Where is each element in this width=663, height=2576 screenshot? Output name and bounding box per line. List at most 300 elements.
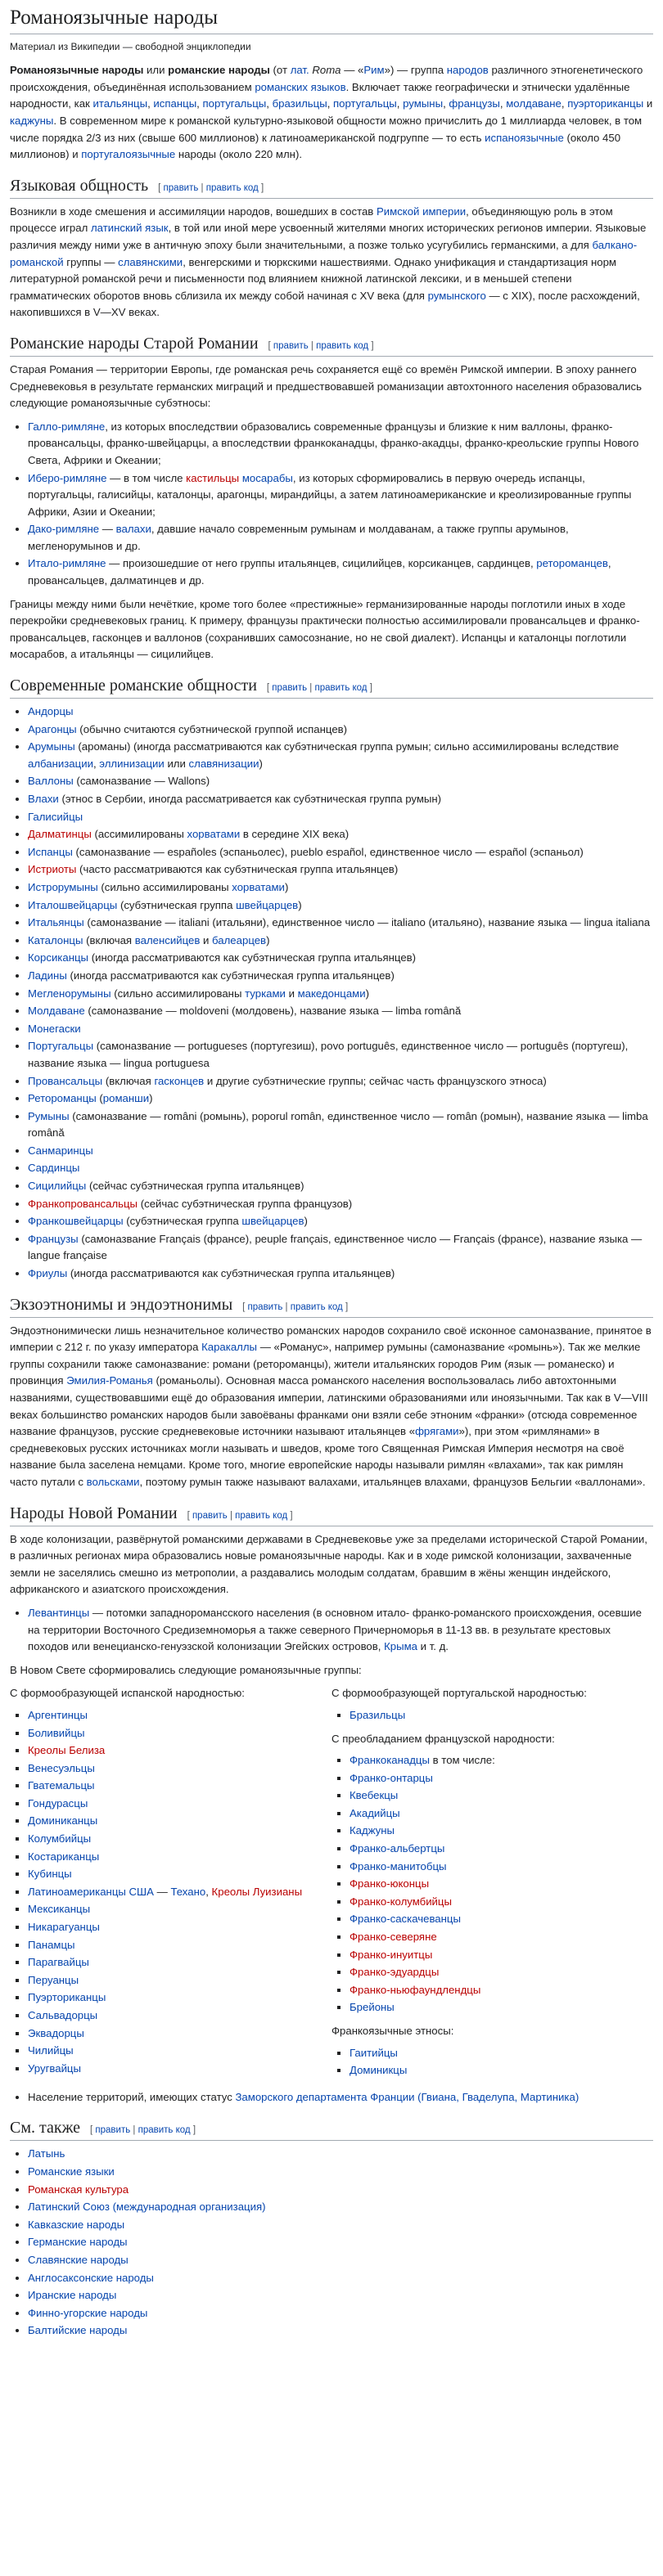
wiki-link[interactable]: Крыма	[384, 1640, 418, 1653]
wiki-link[interactable]: испанцы	[153, 97, 197, 110]
edit-code-link[interactable]: править код	[316, 340, 369, 351]
list-item	[28, 950, 653, 967]
wiki-link[interactable]: эллинизации	[99, 757, 165, 770]
wiki-link[interactable]: Фриулы	[28, 1267, 68, 1280]
text-run: (включая	[83, 933, 135, 946]
wiki-link[interactable]: Франкоканадцы	[350, 1754, 430, 1767]
list-item	[350, 2062, 653, 2079]
wiki-link[interactable]: Итало-римляне	[28, 557, 106, 570]
wiki-link[interactable]: Левантинцы	[28, 1606, 90, 1619]
redlink[interactable]: Франко-инуитцы	[350, 1948, 433, 1961]
wiki-link[interactable]: Арагонцы	[28, 722, 77, 735]
wiki-link[interactable]: Испанцы	[28, 845, 73, 858]
wiki-link[interactable]: Мексиканцы	[28, 1903, 91, 1916]
wiki-link[interactable]: Арумыны	[28, 740, 75, 753]
edit-code-link[interactable]: править код	[205, 182, 259, 193]
wiki-link[interactable]: Колумбийцы	[28, 1832, 92, 1845]
new-world-columns	[10, 1685, 653, 2085]
wiki-link[interactable]: славянизации	[188, 757, 259, 770]
wiki-link[interactable]: швейцарцев	[241, 1215, 304, 1228]
text-run: — с XIX), после расхождений, накопившихся в V—XV веках.	[10, 289, 640, 319]
wiki-link[interactable]: Гватемальцы	[28, 1779, 95, 1792]
wiki-link[interactable]: Ретороманцы	[28, 1092, 97, 1105]
wiki-link[interactable]: Каракаллы	[201, 1341, 258, 1354]
wiki-link[interactable]: Аргентинцы	[28, 1708, 88, 1721]
edit-code-link[interactable]: править код	[290, 1301, 343, 1312]
edit-link[interactable]: править	[95, 2125, 131, 2136]
paragraph	[10, 362, 653, 412]
wiki-link[interactable]: Венесуэльцы	[28, 1761, 95, 1774]
text-run: Население территорий, имеющих статус	[28, 2090, 236, 2103]
list-item	[350, 1752, 653, 1769]
list-item	[28, 844, 653, 861]
wiki-link[interactable]: Иранские народы	[28, 2289, 117, 2302]
text-run: (сильно ассимилированы	[110, 987, 246, 1000]
bullet-list	[332, 1707, 653, 1724]
wiki-link[interactable]: Монегаски	[28, 1022, 81, 1035]
list-item	[28, 1725, 332, 1742]
wiki-link[interactable]: гасконцев	[154, 1074, 205, 1087]
wiki-link[interactable]: Чилийцы	[28, 2044, 74, 2057]
text-run: (самоназвание — españoles (эспаньолес), pueblo español, единственное число — español (эспаньол)	[72, 845, 584, 858]
wiki-link[interactable]: Валлоны	[28, 775, 74, 788]
wiki-link[interactable]: Дако-римляне	[28, 523, 100, 536]
wiki-link[interactable]: Квебекцы	[350, 1789, 399, 1802]
wiki-link[interactable]: славянскими	[118, 255, 183, 268]
wiki-link[interactable]: хорватами	[187, 828, 241, 841]
wiki-link[interactable]: Каталонцы	[28, 933, 83, 946]
list-item	[28, 2217, 653, 2234]
wiki-link[interactable]: романши	[102, 1092, 150, 1105]
wiki-link[interactable]: Андорцы	[28, 705, 74, 718]
redlink[interactable]: Истриоты	[28, 863, 77, 876]
list-item	[350, 1982, 653, 1999]
wiki-link[interactable]: Франкошвейцарцы	[28, 1215, 124, 1228]
edit-code-link[interactable]: править код	[138, 2125, 191, 2136]
list-item	[28, 2146, 653, 2163]
list-item	[28, 2182, 653, 2199]
text-run: (ассимилированы	[91, 828, 187, 841]
text-run: (субэтническая группа	[123, 1215, 242, 1228]
wiki-link[interactable]: Эквадорцы	[28, 2026, 84, 2039]
edit-section-links: [ править | править код ]	[242, 1301, 349, 1312]
text-run: )	[259, 757, 263, 770]
edit-code-link[interactable]: править код	[235, 1510, 288, 1521]
wiki-link[interactable]: румынского	[427, 289, 486, 302]
list-item	[28, 2234, 653, 2251]
list-item	[28, 1707, 332, 1724]
text-run: )	[149, 1092, 153, 1105]
wiki-link[interactable]: албанизации	[28, 757, 93, 770]
list-item	[28, 968, 653, 985]
wiki-link[interactable]: Доминиканцы	[28, 1814, 98, 1827]
wiki-link[interactable]: романских языков	[255, 80, 346, 93]
list-item	[28, 555, 653, 589]
list-item	[28, 1972, 332, 1989]
text-run: Эндоэтнонимически лишь незначительное количество романских народов сохранило своё исконное самоназвание, принятое в империи с 212 г. по указу императора	[10, 1324, 652, 1354]
wiki-link[interactable]: валенсийцев	[134, 933, 201, 946]
redlink[interactable]: Франкопровансальцы	[28, 1197, 138, 1210]
list-item	[28, 1937, 332, 1954]
list-item	[28, 1178, 653, 1195]
list-item	[28, 1266, 653, 1283]
text-run: и	[200, 933, 213, 946]
wiki-link[interactable]: Галисийцы	[28, 810, 83, 823]
text-run: (самоназвание Français (франсе), peuple français, единственное число — Français (франсе), название языка — langue française	[28, 1232, 643, 1262]
wiki-link[interactable]: валахи	[115, 523, 151, 536]
list-item	[350, 1947, 653, 1964]
edit-section-links: [ править | править код ]	[268, 340, 374, 351]
paragraph	[10, 596, 653, 663]
wiki-link[interactable]: Каджуны	[350, 1824, 395, 1837]
list-item	[28, 470, 653, 521]
list-item	[28, 2270, 653, 2287]
text-run: различного этногенетического происхождения, объединённая использованием	[10, 64, 643, 93]
sections-container	[10, 175, 653, 2340]
text-run: или	[143, 64, 169, 77]
edit-link[interactable]: править	[273, 340, 309, 351]
wiki-link[interactable]: Перуанцы	[28, 1973, 79, 1986]
edit-code-link[interactable]: править код	[314, 683, 368, 694]
text-run: и другие субэтнические группы; сейчас часть французского этноса)	[204, 1074, 547, 1087]
wiki-link[interactable]: французы	[449, 97, 500, 110]
list-item	[28, 1196, 653, 1213]
list-item	[28, 933, 653, 950]
paragraph	[10, 1662, 653, 1679]
list-item	[28, 2199, 653, 2216]
text-run: (иногда рассматриваются как субэтническая группа итальянцев)	[88, 951, 417, 964]
list-item	[28, 704, 653, 721]
text-run: , провансальцев, далматинцев и др.	[28, 557, 611, 587]
list-item	[28, 1742, 332, 1760]
wiki-link[interactable]: Гондурасцы	[28, 1796, 88, 1809]
list-item	[28, 2061, 332, 2078]
list-item	[350, 2045, 653, 2062]
wiki-link[interactable]: португальцы	[202, 97, 267, 110]
wiki-link[interactable]: Санмаринцы	[28, 1144, 93, 1157]
list-item	[28, 419, 653, 470]
wiki-link[interactable]: Парагвайцы	[28, 1956, 89, 1969]
wiki-link[interactable]: Панамцы	[28, 1938, 75, 1951]
list-item	[28, 1866, 332, 1883]
text-run: , венгерскими и тюркскими нашествиями. Однако унификация и стандартизация норм литературной романской речи и письменности под влиянием книжной латинской лексики, и в меньшей степени грамматических оборотов вновь сблизила их между собой начиная с XV века (для	[10, 255, 616, 302]
wiki-link[interactable]: Пуэрториканцы	[28, 1991, 106, 2004]
text-run: (от	[269, 64, 291, 77]
text-run: (субэтническая группа	[117, 898, 237, 911]
wiki-link[interactable]: Заморского департамента Франции (Гвиана, Гваделупа, Мартиника)	[235, 2090, 580, 2103]
wiki-link[interactable]: каджуны	[10, 115, 54, 127]
list-item	[350, 1999, 653, 2016]
list-item	[28, 1108, 653, 1142]
list-item	[28, 1919, 332, 1936]
list-item	[28, 2025, 332, 2043]
text-run: (сейчас субэтническая группа итальянцев)	[86, 1180, 304, 1193]
section-title: Современные романские общности	[10, 677, 257, 695]
text-run: )	[284, 880, 289, 893]
wiki-link[interactable]: лат.	[290, 64, 309, 77]
wiki-link[interactable]: Боливийцы	[28, 1726, 85, 1739]
text-run: народы (около 220 млн).	[175, 148, 302, 161]
wiki-link[interactable]: Германские народы	[28, 2236, 128, 2249]
text-run: и	[285, 987, 298, 1000]
wiki-link[interactable]: Франко-онтарцы	[350, 1771, 433, 1784]
wiki-link[interactable]: португалоязычные	[81, 148, 176, 161]
wiki-link[interactable]: турками	[245, 987, 286, 1000]
section-heading	[10, 1503, 653, 1526]
text-run: —	[153, 1885, 171, 1898]
text-run: (ароманы) (иногда рассматриваются как субэтническая группа румын; сильно ассимилированы вследствие	[74, 740, 620, 753]
text-run: )	[266, 933, 270, 946]
wiki-link[interactable]: Техано	[170, 1885, 206, 1898]
wiki-link[interactable]: испаноязычные	[485, 131, 564, 144]
column-heading: С преобладанием французской народности:	[332, 1732, 555, 1745]
wiki-link[interactable]: швейцарцев	[236, 898, 299, 911]
wiki-link[interactable]: Доминикцы	[350, 2064, 408, 2077]
wiki-link[interactable]: ретороманцев	[536, 557, 608, 570]
list-item	[350, 1929, 653, 1946]
bullet-list	[332, 1752, 653, 2016]
wiki-link[interactable]: Ладины	[28, 969, 67, 982]
column-heading: С формообразующей португальской народностью:	[332, 1687, 587, 1700]
text-run: или	[164, 757, 189, 770]
list-item	[28, 861, 653, 879]
wiki-link[interactable]: Костариканцы	[28, 1850, 100, 1863]
bold-term: Романоязычные народы	[10, 64, 144, 77]
list-item	[28, 1901, 332, 1918]
edit-link[interactable]: править	[163, 182, 199, 193]
wiki-link[interactable]: хорватами	[232, 880, 285, 893]
wiki-link[interactable]: Кубинцы	[28, 1868, 72, 1881]
list-item	[28, 2252, 653, 2269]
wiki-link[interactable]: Гаитийцы	[350, 2046, 398, 2059]
wiki-link[interactable]: мосарабы	[241, 471, 293, 484]
list-item	[28, 1213, 653, 1230]
wiki-link[interactable]: Бразильцы	[350, 1708, 406, 1721]
text-run: (сильно ассимилированы	[97, 880, 232, 893]
wiki-link[interactable]: народов	[446, 64, 489, 77]
wiki-link[interactable]: Истрорумыны	[28, 880, 98, 893]
redlink[interactable]: Франко-эдуардцы	[350, 1966, 440, 1979]
section-heading	[10, 675, 653, 699]
text-run: (сейчас субэтническая группа французов)	[138, 1197, 353, 1210]
page-title: Романоязычные народы	[10, 5, 653, 34]
text-run: (самоназвание — Wallons)	[73, 775, 210, 788]
bullet-list	[10, 1605, 653, 1656]
text-run: ») — группа	[384, 64, 447, 77]
wiki-link[interactable]: македонцами	[297, 987, 366, 1000]
list-item	[28, 1954, 332, 1971]
text-run: , давшие начало современным румынам и молдаванам, а также группы арумынов, мегленорумынов и др.	[28, 523, 569, 552]
redlink[interactable]: Креолы Луизианы	[211, 1885, 303, 1898]
wiki-link[interactable]: Латынь	[28, 2147, 65, 2160]
wiki-link[interactable]: Сардинцы	[28, 1162, 80, 1175]
text-run: , в той или иной мере усвоенный жителями многих исторических регионов империи. Языковые различия между ними уже в античную эпоху были значительными, а позже только усугубились германскими, а для	[10, 222, 647, 251]
list-item	[28, 809, 653, 826]
wiki-link[interactable]: Провансальцы	[28, 1074, 103, 1087]
wiki-link[interactable]: Латиноамериканцы США	[28, 1885, 154, 1898]
redlink[interactable]: Франко-колумбийцы	[350, 1895, 452, 1908]
wiki-link[interactable]: Румыны	[28, 1109, 70, 1122]
wiki-link[interactable]: Никарагуанцы	[28, 1921, 100, 1934]
section-title: Романские народы Старой Романии	[10, 334, 259, 353]
redlink[interactable]: Романская культура	[28, 2183, 129, 2196]
redlink[interactable]: Креолы Белиза	[28, 1744, 106, 1757]
wiki-link[interactable]: Франко-альбертцы	[350, 1842, 445, 1855]
list-item	[28, 1231, 653, 1265]
text-run: »), при этом «римлянами» в средневековых русских источниках могли называть и шведов, кроме того Священная Римская Империя несмотря на своё название была заселена немцами. Кроме того, многие европейские народы называли римлян «влахами», так как римлян часто путали с	[10, 1425, 625, 1488]
section-heading	[10, 2117, 653, 2141]
wiki-link[interactable]: Акадийцы	[350, 1806, 400, 1819]
wiki-link[interactable]: бразильцы	[272, 97, 327, 110]
text-run: (романьолы). Основная масса романского населения воспользовалась либо автохтонными названиями, существовавшими ещё до образования империи, латинскими образованиями или иноязычными. Так как в V—VIII веках большинство романских народов были завоёваны франками они взяли себе этноним «франки» (отсюда современное название французов, русские средневековые источники называют итальянцев «	[10, 1374, 648, 1438]
column-heading: С формообразующей испанской народностью:	[10, 1687, 245, 1700]
wiki-link[interactable]: Португальцы	[28, 1040, 94, 1053]
list-item	[350, 1911, 653, 1928]
text-run: )	[304, 1215, 308, 1228]
wiki-link[interactable]: Франко-манитобцы	[350, 1859, 447, 1872]
edit-section-links: [ править | править код ]	[266, 683, 372, 694]
text-run: — в том числе	[106, 471, 187, 484]
wiki-link[interactable]: Иберо-римляне	[28, 471, 107, 484]
italic-term: Roma	[312, 64, 341, 77]
list-item	[28, 521, 653, 555]
redlink[interactable]: Франко-северяне	[350, 1931, 437, 1944]
wiki-link[interactable]: Влахи	[28, 793, 59, 805]
list-item	[28, 1884, 332, 1901]
wiki-link[interactable]: Сицилийцы	[28, 1180, 87, 1193]
list-item	[28, 1090, 653, 1108]
bullet-list	[332, 2045, 653, 2079]
list-item	[28, 2089, 653, 2106]
text-run: )	[298, 898, 302, 911]
list-item	[28, 2287, 653, 2304]
text-run: (самоназвание — români (ромынь), poporul român, единственное число — român (ромын), название языка — limba română	[28, 1109, 648, 1140]
wiki-link[interactable]: Англосаксонские народы	[28, 2271, 154, 2284]
wiki-link[interactable]: Романские языки	[28, 2165, 115, 2178]
wiki-link[interactable]: Финно-угорские народы	[28, 2306, 148, 2319]
wiki-link[interactable]: Рим	[363, 64, 385, 77]
wiki-link[interactable]: португальцы	[333, 97, 397, 110]
column-heading: Франкоязычные этносы:	[332, 2025, 454, 2037]
wiki-link[interactable]: вольсками	[86, 1475, 140, 1488]
list-item	[28, 986, 653, 1003]
list-item	[350, 1859, 653, 1876]
list-item	[28, 2305, 653, 2322]
list-item	[28, 1021, 653, 1038]
section-heading	[10, 333, 653, 357]
text-run: (обычно считаются субэтнической группой испанцев)	[76, 722, 348, 735]
wiki-link[interactable]: Мегленорумыны	[28, 987, 111, 1000]
redlink[interactable]: Франко-ньюфаундлендцы	[350, 1983, 481, 1996]
wiki-link[interactable]: Эмилия-Романья	[66, 1374, 153, 1387]
list-item	[350, 1770, 653, 1787]
wiki-link[interactable]: балкано-романской	[10, 238, 638, 268]
edit-section-links: [ править | править код ]	[158, 182, 264, 193]
text-run: . В современном мире к романской культурно-языковой общности можно причислить до 1 миллиарда человек, в том числе порядка 2/3 из них (свыше 600 миллионов) к латиноамериканской подгруппе — то есть	[10, 115, 643, 144]
list-item	[350, 1787, 653, 1805]
wiki-link[interactable]: Итальянцы	[28, 916, 84, 929]
wiki-link[interactable]: Кавказские народы	[28, 2218, 125, 2231]
text-run: (часто рассматриваются как субэтническая группа итальянцев)	[76, 863, 399, 876]
section-heading	[10, 175, 653, 199]
bullet-list	[10, 1707, 332, 2077]
edit-link[interactable]: править	[272, 683, 308, 694]
wiki-link[interactable]: Галло-римляне	[28, 420, 106, 433]
text-run: — произошедшие от него группы итальянцев, сицилийцев, корсиканцев, сардинцев,	[106, 557, 537, 570]
wiki-link[interactable]: фрягами	[415, 1425, 459, 1438]
bullet-list	[10, 419, 653, 590]
wiki-link[interactable]: итальянцы	[92, 97, 148, 110]
list-item	[28, 1831, 332, 1848]
list-item	[28, 1849, 332, 1866]
wiki-link[interactable]: Сальвадорцы	[28, 2009, 98, 2021]
text-run: (самоназвание — italiani (итальяни), единственное число — italiano (итальяно), название языка — lingua italiana	[83, 916, 651, 929]
wiki-link[interactable]: Балтийские народы	[28, 2324, 128, 2337]
list-item	[350, 1964, 653, 1981]
wiki-link[interactable]: Брейоны	[350, 2001, 395, 2014]
wiki-link[interactable]: латинский язык	[90, 222, 169, 235]
wiki-link[interactable]: Французы	[28, 1232, 79, 1245]
wiki-link[interactable]: Латинский Союз (международная организация)	[28, 2201, 266, 2214]
list-item	[28, 1073, 653, 1090]
text-run: )	[365, 987, 370, 1000]
section-title: Народы Новой Романии	[10, 1504, 178, 1522]
list-item	[28, 773, 653, 790]
text-run: . Включает также географически и этнически удалённые народности, как	[10, 80, 630, 110]
bold-term: романские народы	[168, 64, 270, 77]
bullet-list	[10, 2089, 653, 2106]
text-run: , из которых впоследствии образовались современные французы и близкие к ним валлоны, франко-провансальцы, франко-швейцарцы, а впоследствии франкоканадцы, франко-акадцы, франко-креольские группы Нового Света, Африки и Океании;	[28, 420, 639, 466]
edit-link[interactable]: править	[192, 1510, 228, 1521]
wiki-link[interactable]: румыны	[403, 97, 444, 110]
wiki-link[interactable]: Корсиканцы	[28, 951, 89, 964]
list-item	[28, 2164, 653, 2181]
list-item	[28, 1796, 332, 1813]
text-run: (самоназвание — moldoveni (молдовень), название языка — limba română	[84, 1005, 462, 1018]
redlink[interactable]: Далматинцы	[28, 828, 92, 841]
text-run: ,	[561, 97, 568, 110]
wiki-link[interactable]: балеарцев	[212, 933, 267, 946]
list-item	[28, 1605, 653, 1656]
wiki-link[interactable]: Римской империи	[376, 205, 467, 218]
wiki-link[interactable]: Франко-саскачеванцы	[350, 1913, 461, 1926]
section-title: Языковая общность	[10, 176, 149, 195]
paragraph	[10, 1531, 653, 1598]
text-run: ,	[499, 97, 507, 110]
wiki-link[interactable]: Славянские народы	[28, 2253, 129, 2266]
wiki-link[interactable]: Уругвайцы	[28, 2061, 81, 2075]
list-item	[28, 722, 653, 739]
list-item	[350, 1707, 653, 1724]
list-item	[28, 2007, 332, 2025]
list-item	[350, 1805, 653, 1823]
section-title: См. также	[10, 2119, 81, 2138]
text-run: — «Романус», например румыны (самоназвание «ромынь»). Так же мелкие группы сохранили также самоназвание: романи (ретороманцы), жители итальянских городов Рим (язык — романеско) и провинция	[10, 1341, 641, 1387]
redlink[interactable]: кастильцы	[186, 471, 240, 484]
wiki-link[interactable]: пуэрториканцы	[567, 97, 644, 110]
text-run: Возникли в ходе смешения и ассимиляции народов, вошедших в состав	[10, 205, 377, 218]
redlink[interactable]: Франко-юконцы	[350, 1877, 430, 1890]
edit-link[interactable]: править	[247, 1301, 283, 1312]
wiki-link[interactable]: Молдаване	[28, 1005, 85, 1018]
text-run: (включая	[102, 1074, 155, 1087]
text-run: Границы между ними были нечёткие, кроме того более «престижные» германизированные народы поглотили иных в ходе перекройки средневековых границ. К примеру, французы практически полностью ассимилировали провансальцев и франко-провансальцев, гасконцев и валлонов (сохранивших самосознание, но не свой диалект). Испанцы и каталонцы поглотили мосарабов, а итальянцы — сицилийцев.	[10, 597, 640, 661]
text-run: ,	[396, 97, 404, 110]
text-run: ,	[266, 97, 273, 110]
wiki-link[interactable]: молдаване	[506, 97, 562, 110]
text-run: ,	[147, 97, 154, 110]
wiki-link[interactable]: Италошвейцарцы	[28, 898, 118, 911]
